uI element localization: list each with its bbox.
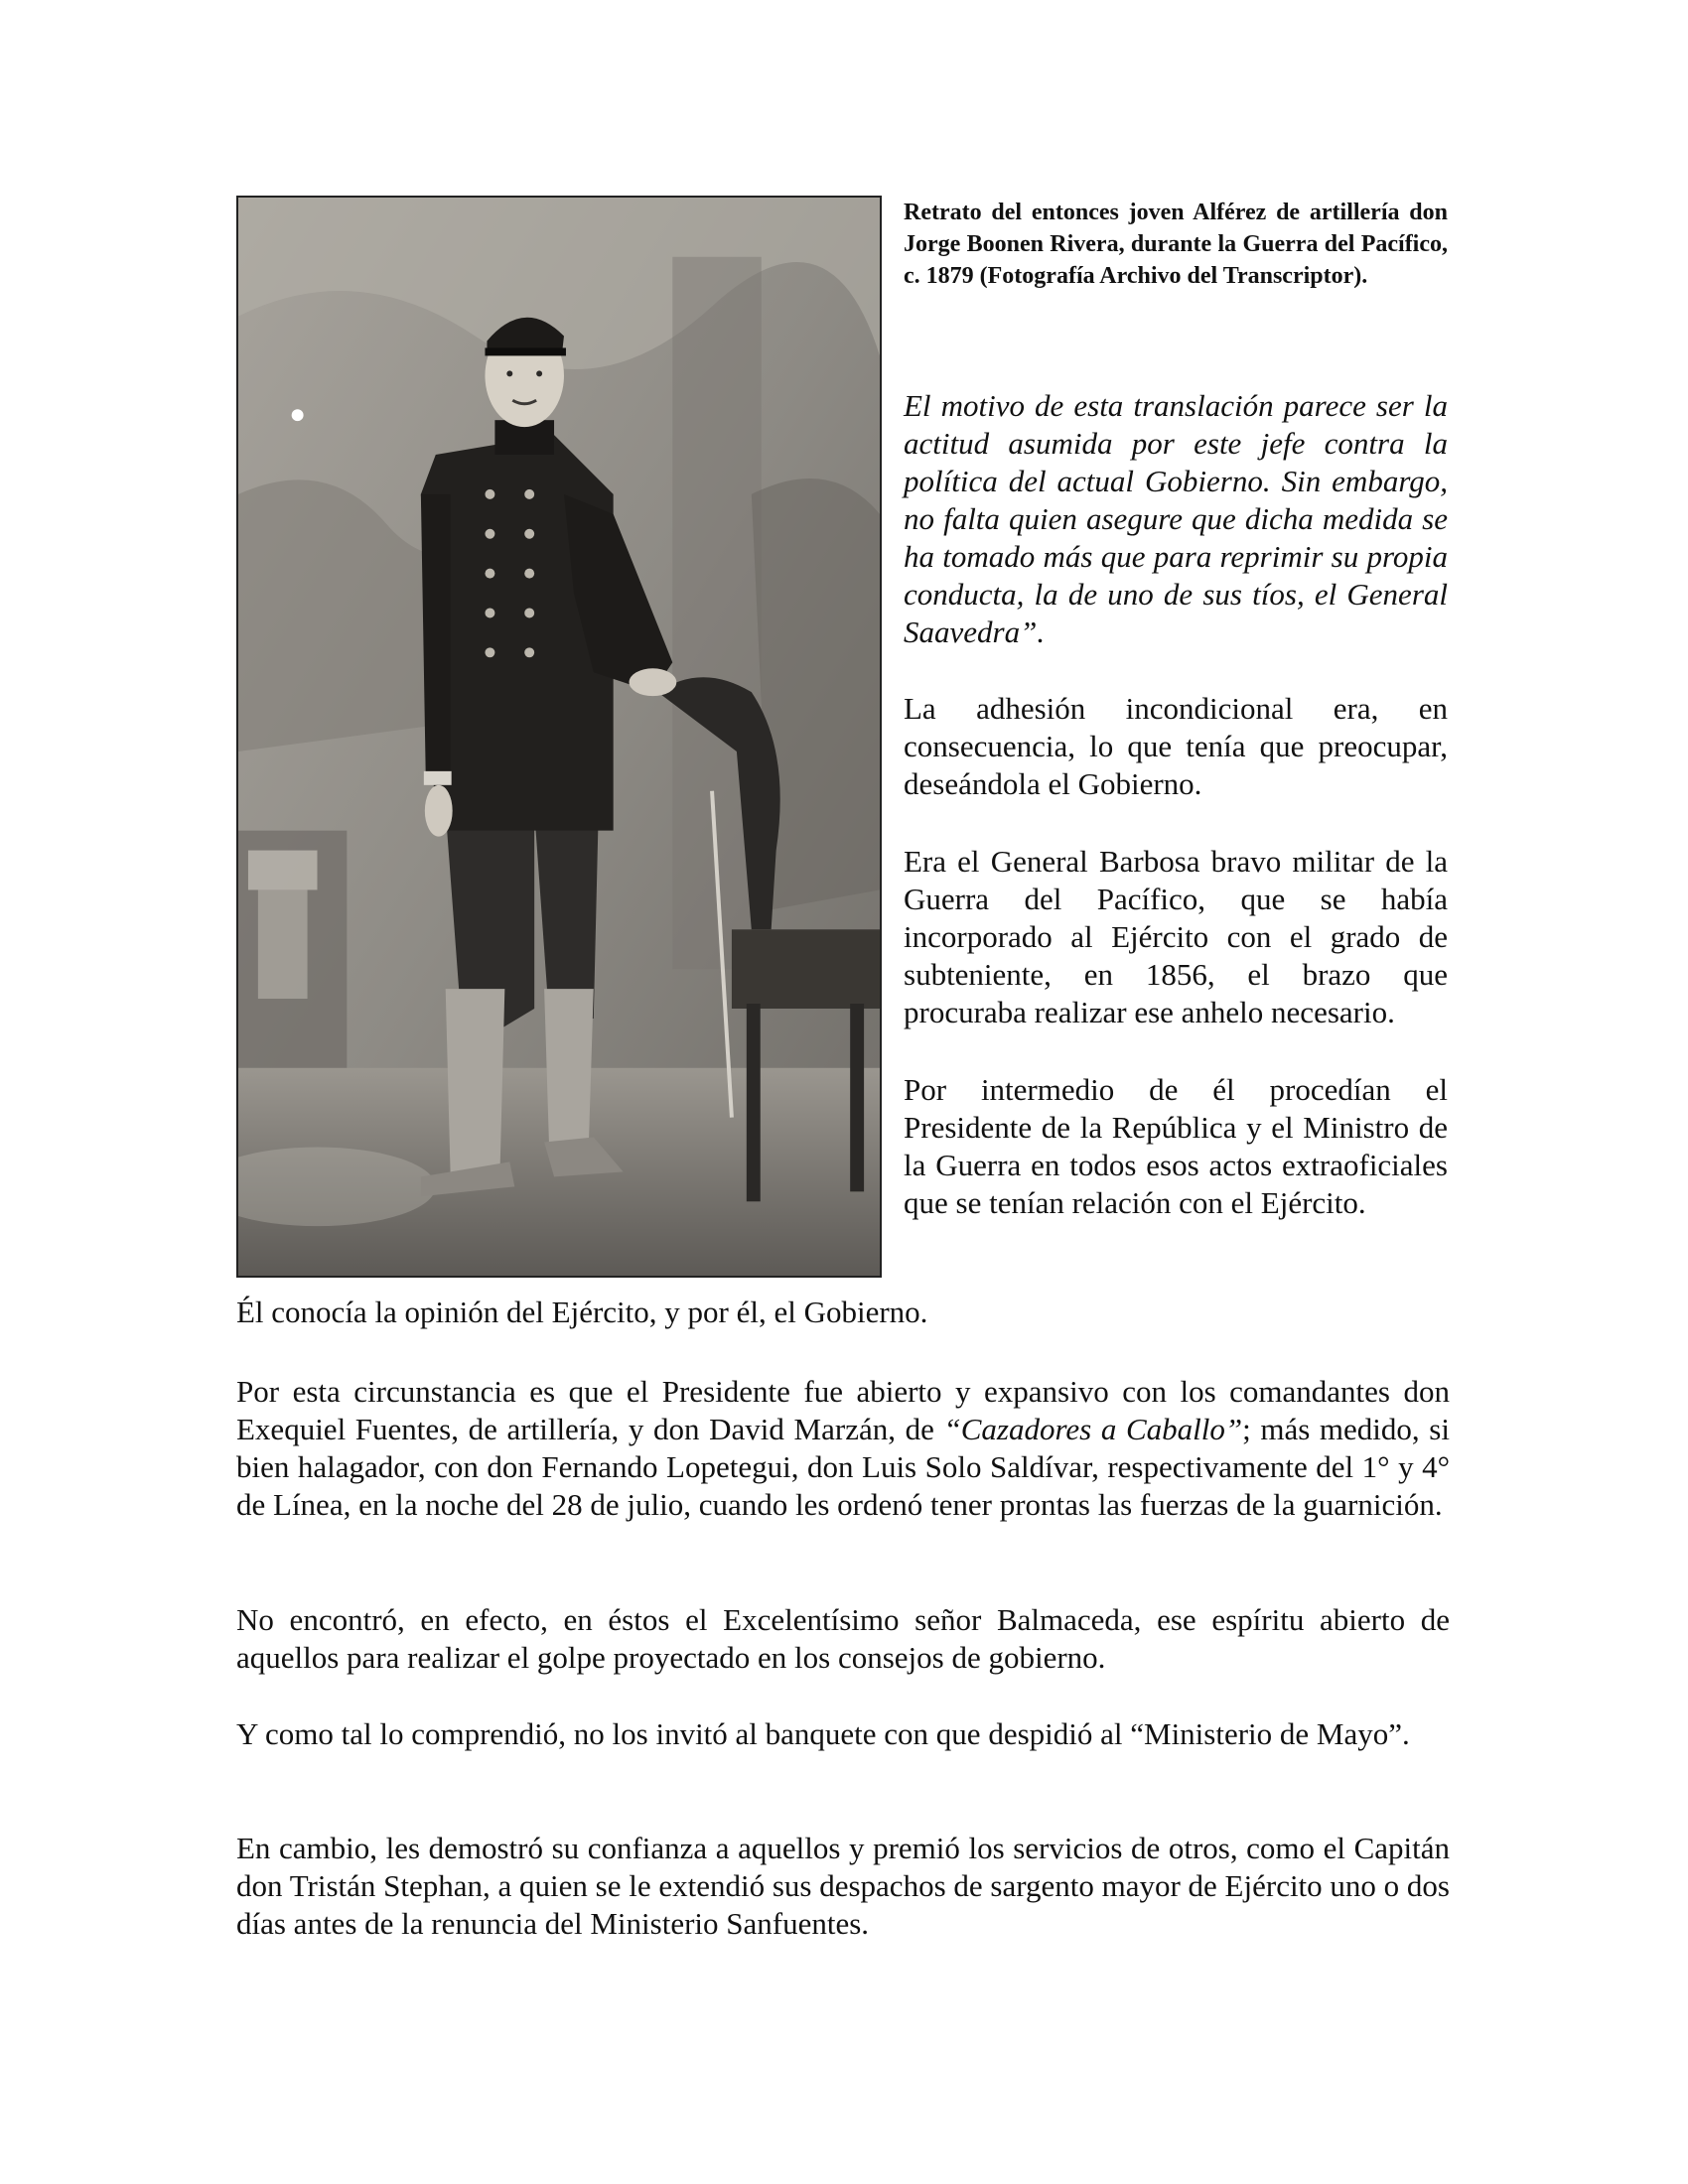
paragraph-text: La adhesión incondicional era, en consecuencia, lo que tenía que preocupar, deseándola el Gobierno.: [904, 691, 1448, 801]
body-paragraph: [236, 1830, 1450, 1943]
paragraph-text-part: Por esta circunstancia es que el Presidente fue abierto y expansivo con los comandantes don Exequiel Fuentes, de artillería, y don David Marzán, de: [236, 1374, 1450, 1446]
body-paragraph: [236, 1294, 1450, 1331]
paragraph-text: Él conocía la opinión del Ejército, y por él, el Gobierno.: [236, 1295, 928, 1329]
side-paragraph: [904, 843, 1448, 1031]
body-paragraph: [236, 1715, 1450, 1753]
body-paragraph: [236, 1601, 1450, 1677]
portrait-photograph: [236, 196, 882, 1278]
paragraph-text: [236, 1373, 1450, 1524]
paragraph-text-part: ; más medido, si bien halagador, con don Fernando Lopetegui, don Luis Solo Saldívar, respectivamente del 1° y 4° de Línea, en la noche del 28 de julio, cuando les ordenó tener prontas las fuerzas de la guarnición.: [236, 1412, 1450, 1522]
photo-caption: Retrato del entonces joven Alférez de artillería don Jorge Boonen Rivera, durante la Guerra del Pacífico, c. 1879 (Fotografía Archivo del Transcriptor).: [904, 200, 1448, 289]
portrait-photo-icon: [238, 198, 880, 1276]
paragraph-text: Por intermedio de él procedían el Presidente de la República y el Ministro de la Guerra en todos esos actos extraoficiales que se tenían relación con el Ejército.: [904, 1072, 1448, 1220]
paragraph-text: En cambio, les demostró su confianza a aquellos y premió los servicios de otros, como el Capitán don Tristán Stephan, a quien se le extendió sus despachos de sargento mayor de Ejército uno o dos días antes de la renuncia del Ministerio Sanfuentes.: [236, 1831, 1450, 1941]
quote-paragraph: El motivo de esta translación parece ser la actitud asumida por este jefe contra la política del actual Gobierno. Sin embargo, no falta quien asegure que dicha medida se ha tomado más que para reprimir su propia conducta, la de uno de sus tíos, el General Saavedra”.: [904, 388, 1448, 649]
italic-quote: [904, 387, 1448, 651]
side-paragraph: [904, 690, 1448, 803]
paragraph-text: Y como tal lo comprendió, no los invitó al banquete con que despidió al “Ministerio de Mayo”.: [236, 1716, 1410, 1751]
side-paragraph: [904, 1071, 1448, 1222]
paragraph-text: No encontró, en efecto, en éstos el Excelentísimo señor Balmaceda, ese espíritu abierto de aquellos para realizar el golpe proyectado en los consejos de gobierno.: [236, 1602, 1450, 1675]
body-paragraph: [236, 1373, 1450, 1524]
italic-regiment-name: “Cazadores a Caballo”: [943, 1412, 1243, 1446]
paragraph-text: Era el General Barbosa bravo militar de la Guerra del Pacífico, que se había incorporado al Ejército con el grado de subteniente, en 1856, el brazo que procuraba realizar ese anhelo necesario.: [904, 844, 1448, 1029]
